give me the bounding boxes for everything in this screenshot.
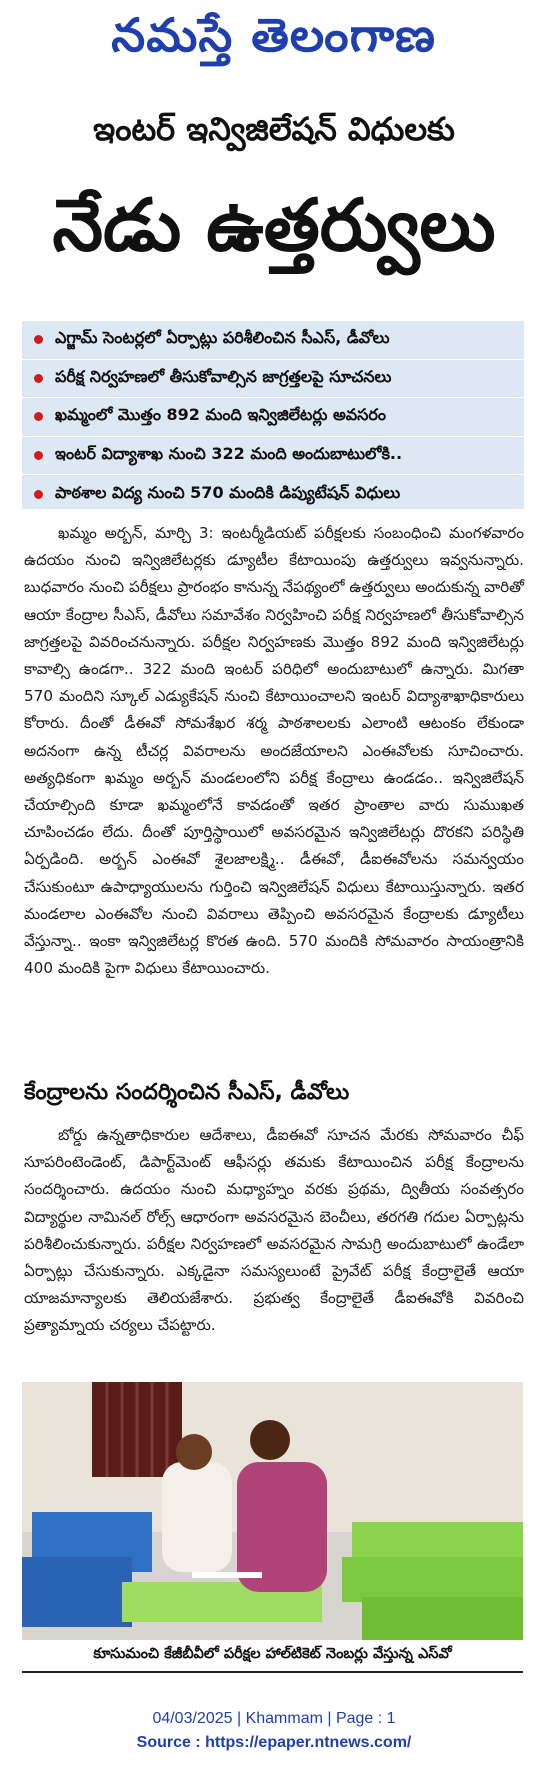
article-body-1 xyxy=(24,520,524,982)
headline-line-1: ఇంటర్ ఇన్విజిలేషన్ విధులకు xyxy=(93,110,455,148)
highlight-text: పాఠశాల విద్య నుంచి 570 మందికి డిప్యుటేషన్ విధులు xyxy=(55,482,401,502)
bullet-icon xyxy=(34,490,43,499)
bullet-icon xyxy=(34,412,43,421)
article-subheading: కేంద్రాలను సందర్శించిన సీఎస్, డీవోలు xyxy=(24,1080,350,1105)
highlight-item xyxy=(22,398,524,437)
photo-caption: కూసుమంచి కేజీబీవీలో పరీక్షల హాల్‌టికెట్ నెంబర్లు వేస్తున్న ఎస్‌వో xyxy=(93,1646,452,1662)
highlight-item xyxy=(22,360,524,399)
highlight-item xyxy=(22,437,524,476)
highlight-text: ఎగ్జామ్ సెంటర్లలో ఏర్పాట్లు పరిశీలించిన సీఎస్, డీవోలు xyxy=(55,328,390,348)
headline-line-2: నేడు ఉత్తర్వులు xyxy=(52,183,496,267)
bullet-icon xyxy=(34,451,43,460)
footer-edition-info: 04/03/2025 | Khammam | Page : 1 xyxy=(152,1710,396,1727)
highlight-text: ఇంటర్ విద్యాశాఖ నుంచి 322 మంది అందుబాటులోకి.. xyxy=(55,444,403,464)
bullet-icon xyxy=(34,335,43,344)
highlight-item xyxy=(22,321,524,360)
article-body-2 xyxy=(24,1122,524,1340)
highlights-box xyxy=(22,321,524,509)
classroom-photo-illustration xyxy=(22,1382,523,1640)
caption-divider xyxy=(22,1671,523,1673)
article-paragraph: బోర్డు ఉన్నతాధికారుల ఆదేశాలు, డీఐఈవో సూచన మేరకు సోమవారం చీఫ్ సూపరింటెండెంట్, డిపార్ట్‌మెంట్ ఆఫీసర్లు తమకు కేటాయించిన పరీక్ష కేంద్రాలను సందర్శించారు. ఉదయం నుంచి మధ్యాహ్నం వరకు ప్రథమ, ద్వితీయ సంవత్సరం విద్యార్థుల నామినల్ రోల్స్ ఆధారంగా అవసరమైన బెంచీలు, తరగతి గదుల ఏర్పాట్లను పరిశీలించుకున్నారు. పరీక్షల నిర్వహణలో అవసరమైన సామగ్రి అందుబాటులో ఉండేలా ఏర్పాట్లు చేసుకున్నారు. ఎక్కడైనా సమస్యలుంటే ప్రైవేట్ పరీక్ష కేంద్రాలైతే ఆయా యాజమాన్యాలకు తెలియజేశారు. ప్రభుత్వ కేంద్రాలైతే డీఐఈవోకి వివరించి ప్రత్యామ్నాయ చర్యలు చేపట్టారు. xyxy=(24,1126,524,1335)
highlight-item xyxy=(22,475,524,513)
newspaper-masthead xyxy=(0,0,548,100)
bullet-icon xyxy=(34,374,43,383)
highlight-text: పరీక్ష నిర్వహణలో తీసుకోవాల్సిన జాగ్రత్తలపై సూచనలు xyxy=(55,366,392,386)
footer-source-link[interactable]: Source : https://epaper.ntnews.com/ xyxy=(136,1734,412,1751)
article-photo xyxy=(22,1382,523,1640)
highlight-text: ఖమ్మంలో మొత్తం 892 మంది ఇన్విజిలేటర్లు అవసరం xyxy=(55,405,386,425)
masthead-logo-text: నమస్తే తెలంగాణ xyxy=(111,8,437,62)
article-paragraph: ఖమ్మం అర్బన్, మార్చి 3: ఇంటర్మీడియట్ పరీక్షలకు సంబంధించి మంగళవారం ఉదయం నుంచి ఇన్విజిలేటర్లకు డ్యూటీల కేటాయింపు ఉత్తర్వులు ఇవ్వనున్నారు. బుధవారం నుంచి పరీక్షలు ప్రారంభం కానున్న నేపథ్యంలో ఉత్తర్వులు అందుకున్న వారితో ఆయా కేంద్రాల సీఎస్, డీవోలు సమావేశం నిర్వహించి పరీక్ష నిర్వహణలో తీసుకోవాల్సిన జాగ్రత్తలపై వివరించనున్నారు. పరీక్షల నిర్వహణకు మొత్తం 892 మంది ఇన్విజిలేటర్లు కావాల్సి ఉండగా.. 322 మంది ఇంటర్ పరిధిలో అందుబాటులో ఉన్నారు. మిగతా 570 మందిని స్కూల్ ఎడ్యుకేషన్ నుంచి కేటాయించాలని ఇంటర్ విద్యాశాఖాధికారులు కోరారు. దీంతో డీఈవో సోమశేఖర శర్మ పాఠశాలలకు ఎలాంటి ఆటంకం లేకుండా అదనంగా ఉన్న టీచర్ల వివరాలను అందజేయాలని ఎంఈవోలకు సూచించారు. అత్యధికంగా ఖమ్మం అర్బన్ మండలంలోని పరీక్ష కేంద్రాలు ఉండడం.. ఇన్విజిలేషన్ చేయాల్సింది కూడా ఖమ్మంలోనే కావడంతో ఇతర ప్రాంతాల వారు సుముఖత చూపించడం లేదు. దీంతో పూర్తిస్థాయిలో అవసరమైన ఇన్విజిలేటర్లు దొరకని పరిస్థితి ఏర్పడింది. అర్బన్ ఎంఈవో శైలజాలక్ష్మి.. డీఈవో, డీఐఈవోలను సమన్వయం చేసుకుంటూ ఉపాధ్యాయులను గుర్తించి ఇన్విజిలేషన్ విధులు కేటాయిస్తున్నారు. ఇతర మండలాల ఎంఈవోల నుంచి వివరాలు తెప్పించి అవసరమైన కేంద్రాలకు డ్యూటీలు వేస్తున్నా.. ఇంకా ఇన్విజిలేటర్ల కొరత ఉంది. 570 మందికి సోమవారం సాయంత్రానికి 400 మందికి పైగా విధులు కేటాయించారు. xyxy=(24,524,524,978)
